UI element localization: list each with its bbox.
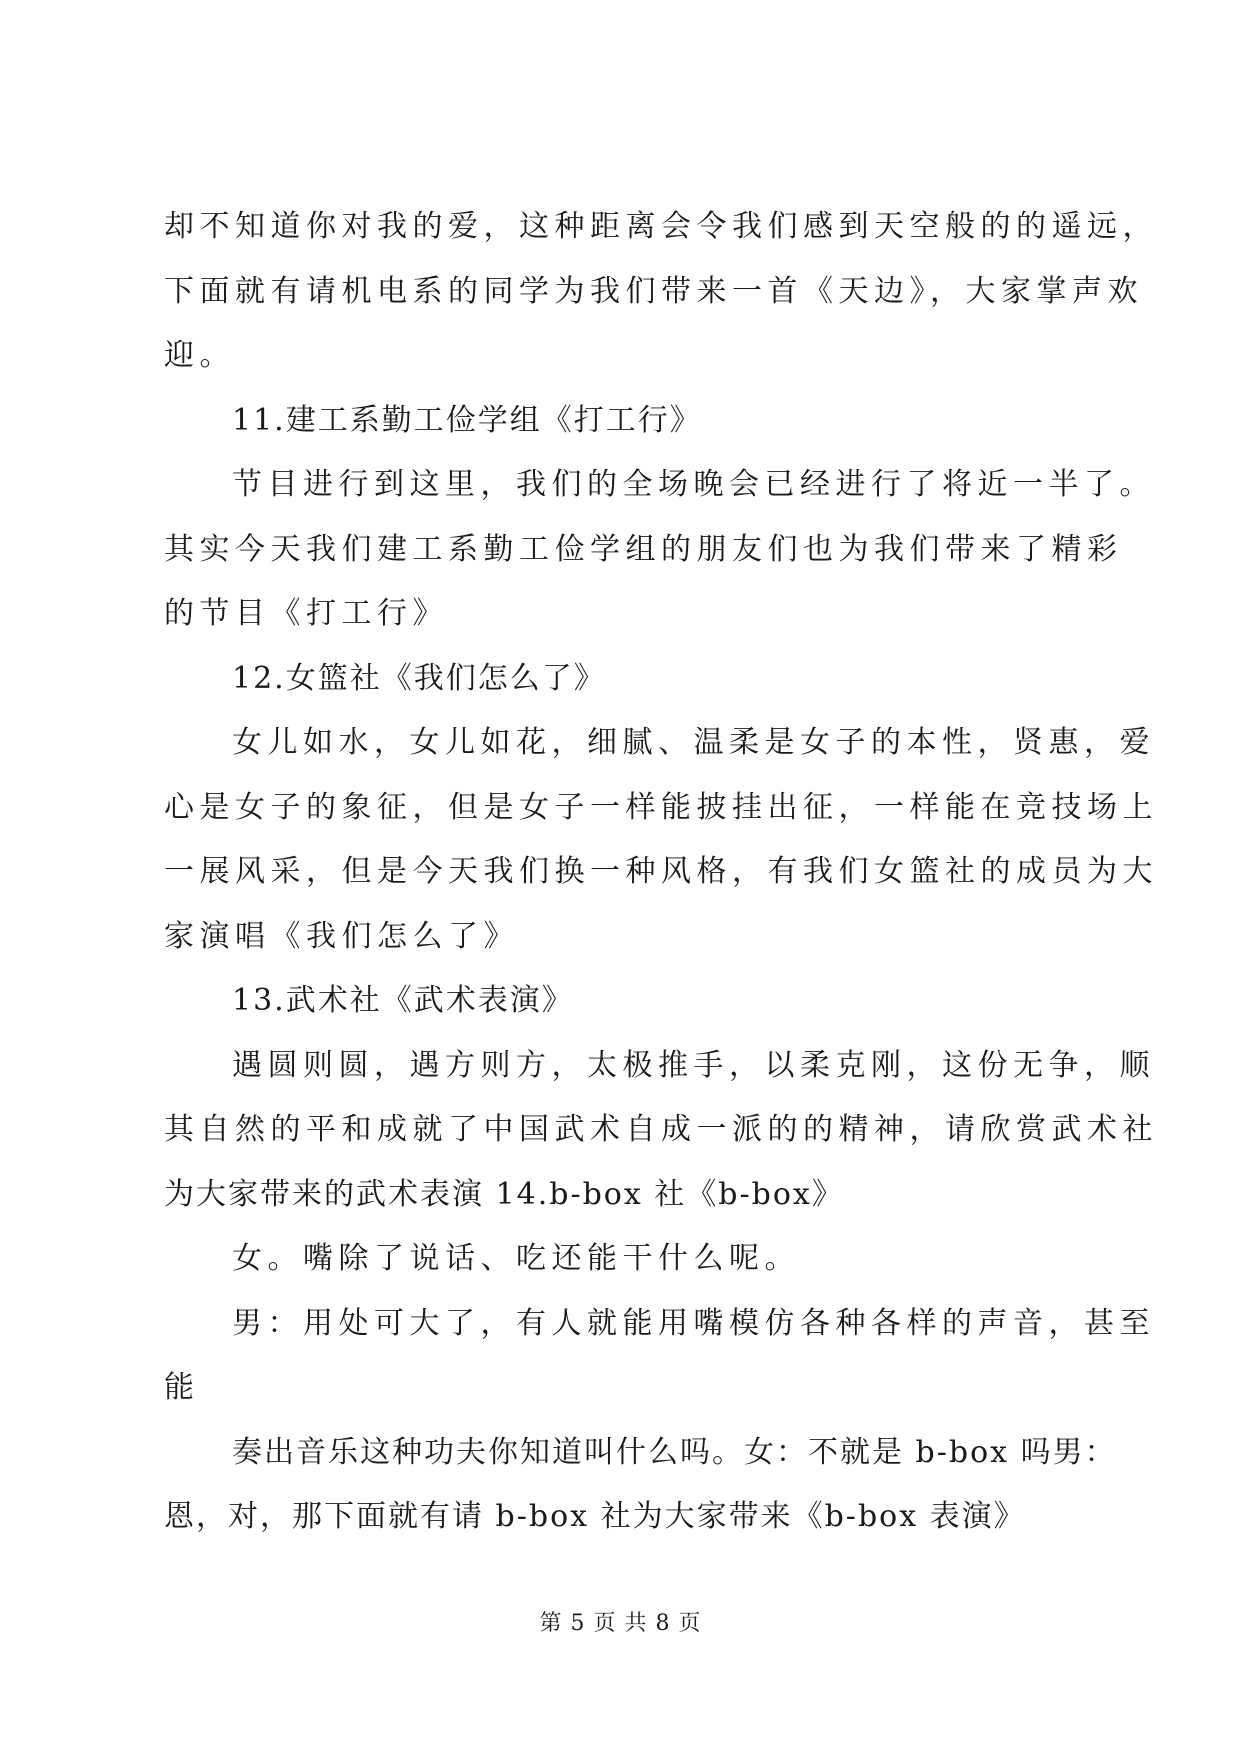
text-line-5: 节目进行到这里，我们的全场晚会已经进行了将近一半了。 (232, 467, 1155, 502)
text-line-3: 迎。 (164, 338, 235, 373)
text-line-7: 的节目《打工行》 (164, 596, 448, 631)
document-body (164, 195, 1158, 1550)
text-line-12: 家演唱《我们怎么了》 (164, 918, 519, 954)
program-heading-11: 11.建工系勤工俭学组《打工行》 (232, 402, 702, 438)
text-line-15: 其自然的平和成就了中国武术自成一派的的精神，请欣赏武术社 (164, 1112, 1158, 1147)
text-line-6: 其实今天我们建工系勤工俭学组的朋友们也为我们带来了精彩 (164, 531, 1123, 567)
text-line-11: 一展风采，但是今天我们换一种风格，有我们女篮社的成员为大 (164, 854, 1158, 889)
text-line-19: 能 (164, 1370, 200, 1405)
program-heading-12: 12.女篮社《我们怎么了》 (232, 660, 606, 696)
text-line-9: 女儿如水，女儿如花，细腻、温柔是女子的本性，贤惠，爱 (232, 725, 1155, 760)
text-line-2: 下面就有请机电系的同学为我们带来一首《天边》，大家掌声欢 (164, 273, 1143, 309)
text-line-16: 为大家带来的武术表演 14.b-box 社《b-box》 (164, 1176, 844, 1212)
text-line-1: 却不知道你对我的爱，这种距离会令我们感到天空般的的遥远， (164, 209, 1158, 244)
text-line-10: 心是女子的象征，但是女子一样能披挂出征，一样能在竞技场上 (164, 789, 1158, 825)
text-line-18: 男：用处可大了，有人就能用嘴模仿各种各样的声音，甚至 (232, 1305, 1155, 1341)
text-line-20: 奏出音乐这种功夫你知道叫什么吗。女：不就是 b-box 吗男： (232, 1434, 1117, 1470)
text-line-21: 恩，对，那下面就有请 b-box 社为大家带来《b-box 表演》 (164, 1499, 1026, 1534)
text-line-17: 女。嘴除了说话、吃还能干什么呢。 (232, 1241, 800, 1276)
text-line-14: 遇圆则圆，遇方则方，太极推手，以柔克刚，这份无争，顺 (232, 1047, 1155, 1083)
page-number-footer: 第 5 页 共 8 页 (539, 1611, 702, 1636)
program-heading-13: 13.武术社《武术表演》 (232, 983, 574, 1018)
